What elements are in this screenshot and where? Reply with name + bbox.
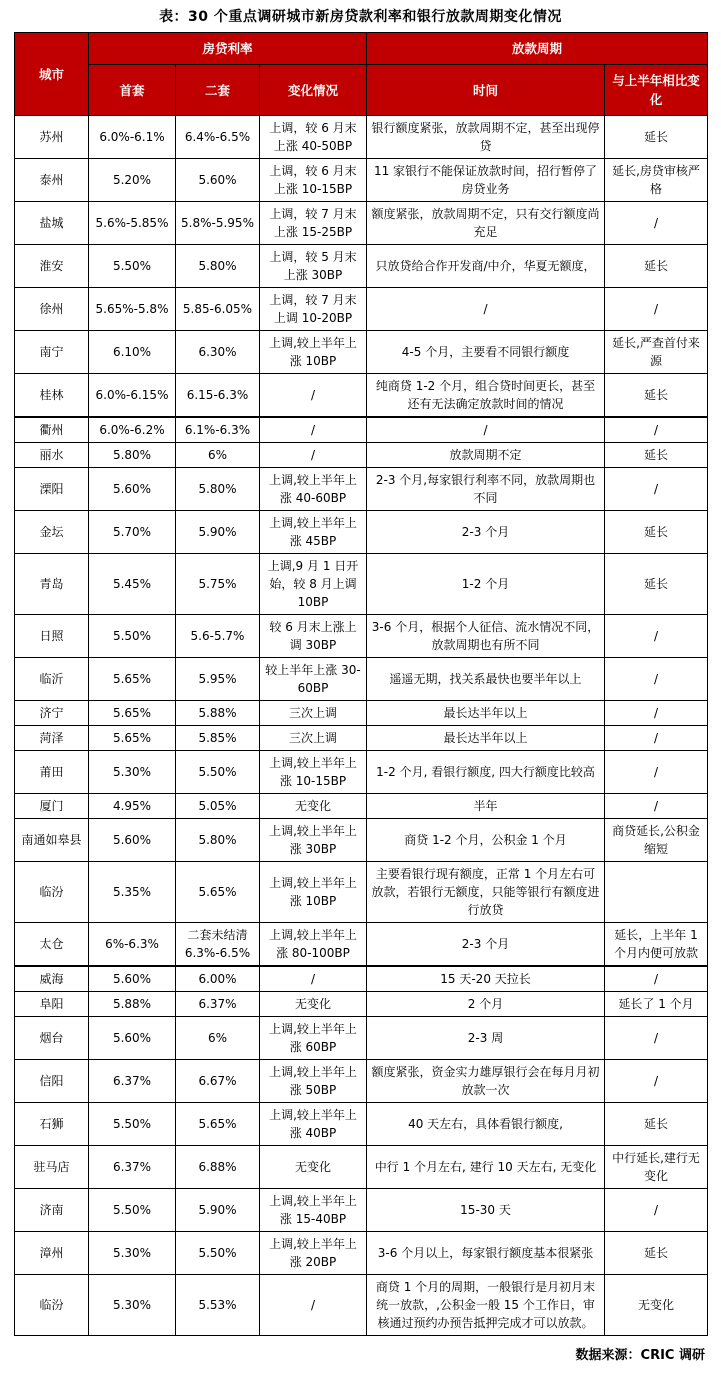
- second-rate-cell: 5.53%: [176, 1275, 260, 1336]
- vs-half-year-cell: /: [605, 1017, 708, 1060]
- table-row: [15, 966, 708, 992]
- loan-period-cell: 遥遥无期，找关系最快也要半年以上: [367, 658, 605, 701]
- vs-half-year-cell: 延长了 1 个月: [605, 992, 708, 1017]
- first-rate-cell: 5.65%: [89, 701, 176, 726]
- loan-period-cell: 2-3 个月,每家银行利率不同，放款周期也不同: [367, 468, 605, 511]
- table-row: [15, 554, 708, 615]
- first-rate-cell: 6.0%-6.2%: [89, 417, 176, 443]
- city-cell: 临沂: [15, 658, 89, 701]
- second-rate-cell: 6%: [176, 1017, 260, 1060]
- city-cell: 青岛: [15, 554, 89, 615]
- second-rate-cell: 5.65%: [176, 1103, 260, 1146]
- city-cell: 菏泽: [15, 726, 89, 751]
- city-cell: 南通如皋县: [15, 819, 89, 862]
- first-rate-cell: 5.45%: [89, 554, 176, 615]
- city-cell: 驻马店: [15, 1146, 89, 1189]
- loan-period-cell: /: [367, 288, 605, 331]
- first-rate-cell: 5.30%: [89, 1275, 176, 1336]
- header-period-group: 放款周期: [367, 33, 708, 65]
- table-row: [15, 374, 708, 418]
- loan-period-cell: 商贷 1 个月的周期，一般银行是月初月末统一放款，,公积金一般 15 个工作日，审核通过预约办预告抵押完成才可以放款。: [367, 1275, 605, 1336]
- vs-half-year-cell: 无变化: [605, 1275, 708, 1336]
- rate-change-cell: /: [260, 443, 367, 468]
- rate-change-cell: 上调,较上半年上涨 10BP: [260, 862, 367, 923]
- first-rate-cell: 5.65%: [89, 658, 176, 701]
- first-rate-cell: 5.60%: [89, 468, 176, 511]
- rate-change-cell: 上调,较上半年上涨 40BP: [260, 1103, 367, 1146]
- city-cell: 苏州: [15, 116, 89, 159]
- rate-change-cell: 三次上调: [260, 726, 367, 751]
- mortgage-rates-table: [14, 32, 708, 1336]
- vs-half-year-cell: /: [605, 751, 708, 794]
- first-rate-cell: 5.70%: [89, 511, 176, 554]
- loan-period-cell: 纯商贷 1-2 个月，组合贷时间更长，甚至还有无法确定放款时间的情况: [367, 374, 605, 418]
- rate-change-cell: 上调,较上半年上涨 45BP: [260, 511, 367, 554]
- city-cell: 溧阳: [15, 468, 89, 511]
- rate-change-cell: 上调,9 月 1 日开始，较 8 月上调 10BP: [260, 554, 367, 615]
- rate-change-cell: /: [260, 966, 367, 992]
- first-rate-cell: 5.88%: [89, 992, 176, 1017]
- vs-half-year-cell: /: [605, 658, 708, 701]
- table-row: [15, 331, 708, 374]
- loan-period-cell: 最长达半年以上: [367, 701, 605, 726]
- vs-half-year-cell: 延长: [605, 245, 708, 288]
- loan-period-cell: 最长达半年以上: [367, 726, 605, 751]
- second-rate-cell: 6.67%: [176, 1060, 260, 1103]
- loan-period-cell: 主要看银行现有额度，正常 1 个月左右可放款，若银行无额度，只能等银行有额度进行放贷: [367, 862, 605, 923]
- vs-half-year-cell: /: [605, 794, 708, 819]
- first-rate-cell: 5.30%: [89, 1232, 176, 1275]
- loan-period-cell: 商贷 1-2 个月，公积金 1 个月: [367, 819, 605, 862]
- first-rate-cell: 5.50%: [89, 1189, 176, 1232]
- second-rate-cell: 6.1%-6.3%: [176, 417, 260, 443]
- table-row: [15, 1060, 708, 1103]
- header-rate-group: 房贷利率: [89, 33, 367, 65]
- city-cell: 莆田: [15, 751, 89, 794]
- city-cell: 日照: [15, 615, 89, 658]
- city-cell: 烟台: [15, 1017, 89, 1060]
- loan-period-cell: 2-3 个月: [367, 511, 605, 554]
- loan-period-cell: 15 天-20 天拉长: [367, 966, 605, 992]
- second-rate-cell: 5.88%: [176, 701, 260, 726]
- vs-half-year-cell: /: [605, 966, 708, 992]
- first-rate-cell: 6.0%-6.1%: [89, 116, 176, 159]
- loan-period-cell: /: [367, 417, 605, 443]
- vs-half-year-cell: 延长: [605, 443, 708, 468]
- vs-half-year-cell: 延长: [605, 511, 708, 554]
- vs-half-year-cell: /: [605, 726, 708, 751]
- vs-half-year-cell: 延长: [605, 554, 708, 615]
- first-rate-cell: 6.37%: [89, 1146, 176, 1189]
- header-second-home: 二套: [176, 65, 260, 116]
- vs-half-year-cell: 延长，上半年 1 个月内便可放款: [605, 923, 708, 967]
- second-rate-cell: 6%: [176, 443, 260, 468]
- loan-period-cell: 2 个月: [367, 992, 605, 1017]
- header-change: 变化情况: [260, 65, 367, 116]
- second-rate-cell: 5.60%: [176, 159, 260, 202]
- second-rate-cell: 5.80%: [176, 819, 260, 862]
- table-row: [15, 1017, 708, 1060]
- rate-change-cell: 上调，较 5 月末上涨 30BP: [260, 245, 367, 288]
- rate-change-cell: 无变化: [260, 794, 367, 819]
- rate-change-cell: /: [260, 1275, 367, 1336]
- vs-half-year-cell: 延长: [605, 1232, 708, 1275]
- loan-period-cell: 3-6 个月，根据个人征信、流水情况不同，放款周期也有所不同: [367, 615, 605, 658]
- second-rate-cell: 5.6-5.7%: [176, 615, 260, 658]
- loan-period-cell: 2-3 周: [367, 1017, 605, 1060]
- first-rate-cell: 5.80%: [89, 443, 176, 468]
- first-rate-cell: 5.6%-5.85%: [89, 202, 176, 245]
- first-rate-cell: 6.0%-6.15%: [89, 374, 176, 418]
- city-cell: 济宁: [15, 701, 89, 726]
- second-rate-cell: 6.88%: [176, 1146, 260, 1189]
- table-row: [15, 1232, 708, 1275]
- header-time: 时间: [367, 65, 605, 116]
- first-rate-cell: 5.50%: [89, 245, 176, 288]
- table-row: [15, 288, 708, 331]
- first-rate-cell: 5.60%: [89, 966, 176, 992]
- second-rate-cell: 5.65%: [176, 862, 260, 923]
- vs-half-year-cell: 商贷延长,公积金缩短: [605, 819, 708, 862]
- city-cell: 威海: [15, 966, 89, 992]
- city-cell: 徐州: [15, 288, 89, 331]
- city-cell: 桂林: [15, 374, 89, 418]
- city-cell: 阜阳: [15, 992, 89, 1017]
- vs-half-year-cell: 中行延长,建行无变化: [605, 1146, 708, 1189]
- city-cell: 盐城: [15, 202, 89, 245]
- second-rate-cell: 5.85%: [176, 726, 260, 751]
- loan-period-cell: 40 天左右，具体看银行额度,: [367, 1103, 605, 1146]
- rate-change-cell: 上调，较 7 月末上涨 15-25BP: [260, 202, 367, 245]
- rate-change-cell: 上调,较上半年上涨 80-100BP: [260, 923, 367, 967]
- first-rate-cell: 5.65%-5.8%: [89, 288, 176, 331]
- table-row: [15, 794, 708, 819]
- vs-half-year-cell: [605, 862, 708, 923]
- first-rate-cell: 5.60%: [89, 819, 176, 862]
- loan-period-cell: 中行 1 个月左右, 建行 10 天左右, 无变化: [367, 1146, 605, 1189]
- vs-half-year-cell: 延长,严查首付来源: [605, 331, 708, 374]
- table-body: [15, 116, 708, 1336]
- loan-period-cell: 放款周期不定: [367, 443, 605, 468]
- vs-half-year-cell: 延长: [605, 116, 708, 159]
- rate-change-cell: 上调,较上半年上涨 40-60BP: [260, 468, 367, 511]
- rate-change-cell: 上调,较上半年上涨 15-40BP: [260, 1189, 367, 1232]
- city-cell: 济南: [15, 1189, 89, 1232]
- table-row: [15, 116, 708, 159]
- rate-change-cell: 上调,较上半年上涨 60BP: [260, 1017, 367, 1060]
- loan-period-cell: 1-2 个月, 看银行额度, 四大行额度比较高: [367, 751, 605, 794]
- second-rate-cell: 5.85-6.05%: [176, 288, 260, 331]
- second-rate-cell: 5.95%: [176, 658, 260, 701]
- table-row: [15, 468, 708, 511]
- rate-change-cell: 上调,较上半年上涨 20BP: [260, 1232, 367, 1275]
- loan-period-cell: 15-30 天: [367, 1189, 605, 1232]
- second-rate-cell: 5.50%: [176, 751, 260, 794]
- first-rate-cell: 5.20%: [89, 159, 176, 202]
- table-row: [15, 1275, 708, 1336]
- header-first-home: 首套: [89, 65, 176, 116]
- rate-change-cell: 上调，较 6 月末上涨 10-15BP: [260, 159, 367, 202]
- first-rate-cell: 5.60%: [89, 1017, 176, 1060]
- table-row: [15, 819, 708, 862]
- rate-change-cell: /: [260, 374, 367, 418]
- first-rate-cell: 5.35%: [89, 862, 176, 923]
- table-row: [15, 443, 708, 468]
- second-rate-cell: 6.4%-6.5%: [176, 116, 260, 159]
- second-rate-cell: 5.05%: [176, 794, 260, 819]
- rate-change-cell: 三次上调: [260, 701, 367, 726]
- second-rate-cell: 5.75%: [176, 554, 260, 615]
- vs-half-year-cell: /: [605, 1189, 708, 1232]
- city-cell: 漳州: [15, 1232, 89, 1275]
- vs-half-year-cell: /: [605, 701, 708, 726]
- table-row: [15, 862, 708, 923]
- loan-period-cell: 只放贷给合作开发商/中介，华夏无额度，: [367, 245, 605, 288]
- second-rate-cell: 5.80%: [176, 245, 260, 288]
- table-row: [15, 417, 708, 443]
- loan-period-cell: 3-6 个月以上，每家银行额度基本很紧张: [367, 1232, 605, 1275]
- table-row: [15, 615, 708, 658]
- first-rate-cell: 5.30%: [89, 751, 176, 794]
- second-rate-cell: 6.00%: [176, 966, 260, 992]
- city-cell: 石狮: [15, 1103, 89, 1146]
- rate-change-cell: 上调，较 6 月末上涨 40-50BP: [260, 116, 367, 159]
- city-cell: 衢州: [15, 417, 89, 443]
- rate-change-cell: 上调,较上半年上涨 30BP: [260, 819, 367, 862]
- city-cell: 临汾: [15, 862, 89, 923]
- city-cell: 丽水: [15, 443, 89, 468]
- loan-period-cell: 2-3 个月: [367, 923, 605, 967]
- rate-change-cell: 上调,较上半年上涨 50BP: [260, 1060, 367, 1103]
- loan-period-cell: 4-5 个月，主要看不同银行额度: [367, 331, 605, 374]
- table-row: [15, 511, 708, 554]
- vs-half-year-cell: 延长: [605, 1103, 708, 1146]
- city-cell: 太仓: [15, 923, 89, 967]
- rate-change-cell: 无变化: [260, 992, 367, 1017]
- first-rate-cell: 5.50%: [89, 615, 176, 658]
- rate-change-cell: 较 6 月末上涨上调 30BP: [260, 615, 367, 658]
- first-rate-cell: 6%-6.3%: [89, 923, 176, 967]
- city-cell: 金坛: [15, 511, 89, 554]
- first-rate-cell: 6.37%: [89, 1060, 176, 1103]
- first-rate-cell: 5.65%: [89, 726, 176, 751]
- second-rate-cell: 5.90%: [176, 511, 260, 554]
- first-rate-cell: 5.50%: [89, 1103, 176, 1146]
- table-row: [15, 658, 708, 701]
- city-cell: 南宁: [15, 331, 89, 374]
- city-cell: 信阳: [15, 1060, 89, 1103]
- second-rate-cell: 5.50%: [176, 1232, 260, 1275]
- vs-half-year-cell: /: [605, 288, 708, 331]
- loan-period-cell: 半年: [367, 794, 605, 819]
- rate-change-cell: /: [260, 417, 367, 443]
- loan-period-cell: 11 家银行不能保证放款时间，招行暂停了房贷业务: [367, 159, 605, 202]
- second-rate-cell: 6.30%: [176, 331, 260, 374]
- second-rate-cell: 6.15-6.3%: [176, 374, 260, 418]
- table-row: [15, 1146, 708, 1189]
- loan-period-cell: 额度紧张，资金实力雄厚银行会在每月月初放款一次: [367, 1060, 605, 1103]
- vs-half-year-cell: /: [605, 202, 708, 245]
- loan-period-cell: 1-2 个月: [367, 554, 605, 615]
- table-row: [15, 1189, 708, 1232]
- table-row: [15, 701, 708, 726]
- rate-change-cell: 上调,较上半年上涨 10-15BP: [260, 751, 367, 794]
- table-row: [15, 726, 708, 751]
- city-cell: 泰州: [15, 159, 89, 202]
- table-row: [15, 202, 708, 245]
- vs-half-year-cell: 延长,房贷审核严格: [605, 159, 708, 202]
- city-cell: 临汾: [15, 1275, 89, 1336]
- second-rate-cell: 5.8%-5.95%: [176, 202, 260, 245]
- loan-period-cell: 银行额度紧张，放款周期不定，甚至出现停贷: [367, 116, 605, 159]
- data-source: 数据来源：CRIC 调研: [575, 1348, 705, 1363]
- first-rate-cell: 6.10%: [89, 331, 176, 374]
- vs-half-year-cell: /: [605, 417, 708, 443]
- first-rate-cell: 4.95%: [89, 794, 176, 819]
- rate-change-cell: 上调，较 7 月末上调 10-20BP: [260, 288, 367, 331]
- table-row: [15, 1103, 708, 1146]
- table-row: [15, 992, 708, 1017]
- table-row: [15, 923, 708, 967]
- table-row: [15, 245, 708, 288]
- loan-period-cell: 额度紧张，放款周期不定，只有交行额度尚充足: [367, 202, 605, 245]
- header-city: 城市: [15, 33, 89, 116]
- rate-change-cell: 上调,较上半年上涨 10BP: [260, 331, 367, 374]
- second-rate-cell: 6.37%: [176, 992, 260, 1017]
- table-header: [15, 33, 708, 116]
- second-rate-cell: 5.80%: [176, 468, 260, 511]
- second-rate-cell: 二套未结清 6.3%-6.5%: [176, 923, 260, 967]
- rate-change-cell: 无变化: [260, 1146, 367, 1189]
- vs-half-year-cell: /: [605, 615, 708, 658]
- vs-half-year-cell: 延长: [605, 374, 708, 418]
- table-row: [15, 751, 708, 794]
- page-title: 表：30 个重点调研城市新房贷款利率和银行放款周期变化情况: [159, 9, 562, 25]
- table-row: [15, 159, 708, 202]
- rate-change-cell: 较上半年上涨 30-60BP: [260, 658, 367, 701]
- vs-half-year-cell: /: [605, 1060, 708, 1103]
- city-cell: 淮安: [15, 245, 89, 288]
- header-vs-half-year: 与上半年相比变化: [605, 65, 708, 116]
- second-rate-cell: 5.90%: [176, 1189, 260, 1232]
- city-cell: 厦门: [15, 794, 89, 819]
- vs-half-year-cell: /: [605, 468, 708, 511]
